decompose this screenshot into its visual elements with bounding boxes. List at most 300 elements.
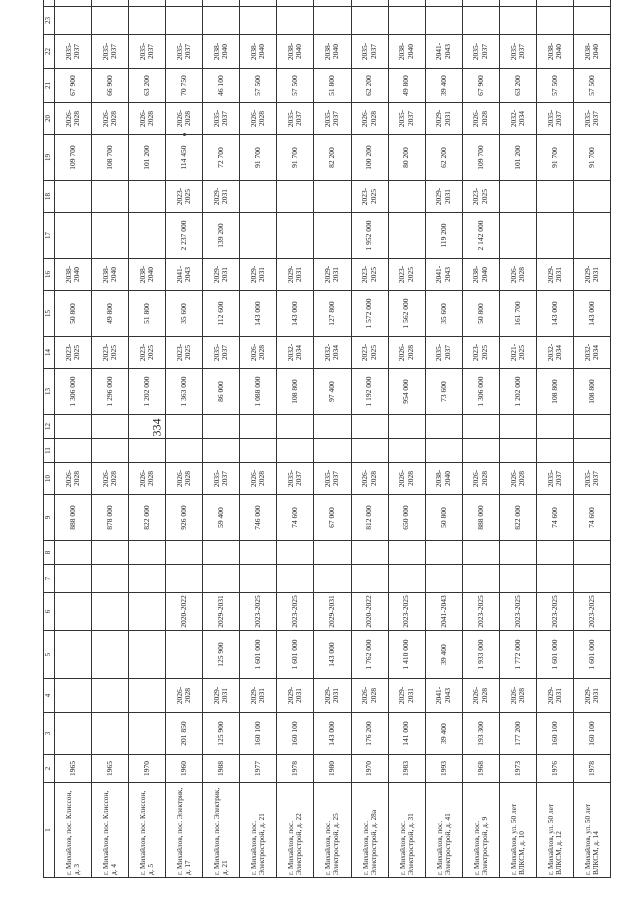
address-cell: г. Михайлов, ул. 50 лет ВЛКСМ, д. 10	[499, 783, 536, 878]
table-row	[314, 0, 351, 878]
table-row	[277, 0, 314, 878]
table-cell: 143 000	[240, 291, 277, 337]
table-cell	[536, 541, 573, 565]
table-cell: 2029-2031	[203, 181, 240, 213]
table-cell	[166, 7, 203, 35]
table-cell: 2026-2028	[92, 463, 129, 495]
table-cell: 2026-2028	[240, 103, 277, 135]
table-cell: 57 500	[536, 69, 573, 103]
table-cell: 2035-2037	[203, 103, 240, 135]
table-cell: 2023-2025	[351, 181, 388, 213]
table-cell: 108 800	[573, 369, 610, 415]
table-cell	[314, 565, 351, 593]
table-cell: 2041-2043	[425, 259, 462, 291]
table-row	[388, 0, 425, 878]
table-cell: 108 800	[536, 369, 573, 415]
table-cell: 57 500	[240, 69, 277, 103]
table-cell: 160 100	[573, 713, 610, 755]
table-cell	[166, 565, 203, 593]
table-cell	[92, 415, 129, 439]
table-cell: 650 000	[388, 495, 425, 541]
column-number: 17	[44, 213, 55, 259]
table-cell	[314, 213, 351, 259]
table-row	[573, 0, 610, 878]
table-cell: 2026-2028	[499, 679, 536, 713]
table-cell: 101 200	[499, 135, 536, 181]
column-number: 4	[44, 679, 55, 713]
table-row	[92, 0, 129, 878]
table-cell: 2038-2040	[55, 259, 92, 291]
table-cell	[573, 0, 610, 7]
table-cell: 2035-2037	[166, 35, 203, 69]
table-cell: 2023-2025	[129, 337, 166, 369]
address-cell: г. Михайлов, пос. Клиссон, д. 3	[55, 783, 92, 878]
column-number: 23	[44, 7, 55, 35]
table-cell	[277, 439, 314, 463]
table-cell	[166, 0, 203, 7]
table-cell: 62 200	[425, 135, 462, 181]
table-cell: 143 000	[314, 713, 351, 755]
table-cell: 39 400	[425, 631, 462, 679]
table-cell	[129, 593, 166, 631]
table-cell	[166, 541, 203, 565]
table-cell	[573, 213, 610, 259]
table-cell: 2038-2040	[573, 35, 610, 69]
table-row	[499, 0, 536, 878]
address-cell: г. Михайлов, пос. Клиссон, д. 4	[92, 783, 129, 878]
table-cell: 2038-2040	[92, 259, 129, 291]
table-row	[55, 0, 92, 878]
address-cell: г. Михайлов, пос. Электрострой, д. 31	[388, 783, 425, 878]
table-cell: 888 000	[55, 495, 92, 541]
table-cell	[536, 181, 573, 213]
table-cell	[203, 7, 240, 35]
table-cell	[351, 415, 388, 439]
table-cell: 2026-2028	[166, 679, 203, 713]
column-number: 20	[44, 103, 55, 135]
table-cell: 2029-2031	[203, 259, 240, 291]
table-cell	[55, 565, 92, 593]
column-number: 15	[44, 291, 55, 337]
table-cell: 80 200	[388, 135, 425, 181]
address-cell: г. Михайлов, пос. Электрострой, д. 9	[462, 783, 499, 878]
table-cell	[166, 415, 203, 439]
table-cell: 2035-2037	[277, 103, 314, 135]
table-cell: 63 200	[129, 69, 166, 103]
table-cell: 2029-2031	[240, 679, 277, 713]
rotated-table-wrapper	[43, 17, 611, 878]
table-cell: 2023-2025	[92, 337, 129, 369]
table-cell	[166, 439, 203, 463]
table-cell	[388, 181, 425, 213]
table-cell: 1 601 000	[536, 631, 573, 679]
column-number: 1	[44, 783, 55, 878]
table-cell: 2029-2031	[240, 259, 277, 291]
table-cell: 2041-2043	[425, 35, 462, 69]
table-row	[425, 0, 462, 878]
table-row	[351, 0, 388, 878]
table-cell	[425, 415, 462, 439]
table-cell: 2023-2025	[462, 181, 499, 213]
table-cell: 2029-2031	[314, 259, 351, 291]
table-cell	[425, 439, 462, 463]
table-cell: 2029-2031	[277, 679, 314, 713]
table-cell	[129, 213, 166, 259]
table-cell	[573, 7, 610, 35]
table-cell: 2038-2040	[536, 35, 573, 69]
table-cell: 2029-2031	[425, 181, 462, 213]
table-cell: 1973	[499, 755, 536, 783]
table-cell: 2023-2025	[351, 337, 388, 369]
table-cell: 2029-2031	[573, 259, 610, 291]
table-cell	[499, 541, 536, 565]
table-cell: 108 700	[92, 135, 129, 181]
table-cell: 160 100	[536, 713, 573, 755]
table-cell: 125 900	[203, 713, 240, 755]
table-cell: 46 100	[203, 69, 240, 103]
table-cell	[462, 565, 499, 593]
table-cell: 2026-2028	[129, 463, 166, 495]
table-cell	[129, 541, 166, 565]
table-cell: 2038-2040	[240, 35, 277, 69]
table-cell: 2035-2037	[92, 35, 129, 69]
table-cell: 2026-2028	[462, 463, 499, 495]
table-cell	[92, 213, 129, 259]
table-cell	[351, 439, 388, 463]
table-cell: 1 306 000	[462, 369, 499, 415]
table-cell: 1965	[92, 755, 129, 783]
table-cell: 1977	[240, 755, 277, 783]
table-cell: 86 000	[203, 369, 240, 415]
table-cell	[129, 415, 166, 439]
table-cell	[573, 439, 610, 463]
table-cell: 1960	[166, 755, 203, 783]
table-cell: 1 601 000	[240, 631, 277, 679]
table-row	[462, 0, 499, 878]
table-cell	[55, 415, 92, 439]
table-cell: 1988	[203, 755, 240, 783]
table-cell: 39 400	[425, 69, 462, 103]
column-number: 5	[44, 631, 55, 679]
table-cell: 1978	[573, 755, 610, 783]
table-cell: 35 600	[166, 291, 203, 337]
table-cell: 2026-2028	[55, 103, 92, 135]
column-number: 16	[44, 259, 55, 291]
table-cell: 2 142 000	[462, 213, 499, 259]
table-cell	[388, 0, 425, 7]
table-cell	[92, 713, 129, 755]
table-cell: 1993	[425, 755, 462, 783]
table-cell	[425, 565, 462, 593]
table-cell: 74 600	[277, 495, 314, 541]
table-cell	[129, 181, 166, 213]
table-cell: 67 000	[314, 495, 351, 541]
table-cell	[351, 0, 388, 7]
table-cell: 50 800	[425, 495, 462, 541]
column-number: 7	[44, 565, 55, 593]
table-cell	[129, 631, 166, 679]
table-cell	[314, 439, 351, 463]
table-cell: 2029-2031	[203, 593, 240, 631]
table-cell	[92, 631, 129, 679]
table-cell	[425, 7, 462, 35]
table-cell: 2023-2025	[536, 593, 573, 631]
table-cell	[351, 565, 388, 593]
table-cell	[573, 541, 610, 565]
table-cell: 2035-2037	[351, 35, 388, 69]
table-cell: 2026-2028	[388, 337, 425, 369]
table-cell	[129, 439, 166, 463]
table-cell: 2029-2031	[425, 103, 462, 135]
table-cell	[92, 593, 129, 631]
table-cell	[277, 0, 314, 7]
table-cell	[462, 541, 499, 565]
table-cell: 2035-2037	[536, 103, 573, 135]
table-cell: 57 500	[573, 69, 610, 103]
table-cell: 70 750	[166, 69, 203, 103]
table-cell: 119 200	[425, 213, 462, 259]
table-cell	[240, 7, 277, 35]
table-cell: 193 300	[462, 713, 499, 755]
table-cell: 1965	[55, 755, 92, 783]
table-cell: 2035-2037	[462, 35, 499, 69]
table-cell: 2029-2031	[536, 259, 573, 291]
table-cell: 2035-2037	[388, 103, 425, 135]
table-cell	[240, 415, 277, 439]
table-cell: 91 700	[573, 135, 610, 181]
table-cell: 1 410 000	[388, 631, 425, 679]
table-cell: 2035-2037	[129, 35, 166, 69]
table-cell	[499, 439, 536, 463]
table-cell: 50 800	[462, 291, 499, 337]
table-cell	[129, 565, 166, 593]
table-cell	[462, 7, 499, 35]
table-cell	[536, 439, 573, 463]
table-cell: 82 200	[314, 135, 351, 181]
table-cell: 812 000	[351, 495, 388, 541]
table-cell: 2026-2028	[351, 679, 388, 713]
table-cell	[277, 213, 314, 259]
table-cell: 49 800	[388, 69, 425, 103]
table-cell	[55, 713, 92, 755]
table-cell: 51 800	[314, 69, 351, 103]
table-cell	[314, 415, 351, 439]
table-cell	[388, 439, 425, 463]
table-cell: 2029-2031	[314, 593, 351, 631]
table-cell	[425, 541, 462, 565]
table-cell: 2032-2034	[314, 337, 351, 369]
table-row	[129, 0, 166, 878]
table-cell	[499, 0, 536, 7]
table-cell: 1 202 000	[129, 369, 166, 415]
table-cell: 91 700	[240, 135, 277, 181]
table-cell: 2026-2028	[351, 103, 388, 135]
table-cell	[314, 0, 351, 7]
table-cell: 114 450	[166, 135, 203, 181]
table-cell: 2023-2025	[166, 337, 203, 369]
table-cell: 66 900	[92, 69, 129, 103]
table-cell: 50 800	[55, 291, 92, 337]
table-cell: 2041-2043	[166, 259, 203, 291]
table-cell	[203, 439, 240, 463]
table-cell: 125 900	[203, 631, 240, 679]
table-cell: 2038-2040	[388, 35, 425, 69]
table-cell: 888 000	[462, 495, 499, 541]
table-cell: 67 900	[55, 69, 92, 103]
table-cell: 1 572 000	[351, 291, 388, 337]
table-cell: 143 000	[573, 291, 610, 337]
table-cell	[55, 7, 92, 35]
table-cell: 1976	[536, 755, 573, 783]
table-cell: 35 600	[425, 291, 462, 337]
table-cell	[499, 565, 536, 593]
table-cell	[240, 213, 277, 259]
table-cell: 2029-2031	[277, 259, 314, 291]
table-cell: 2023-2025	[166, 181, 203, 213]
table-cell	[536, 565, 573, 593]
table-cell	[277, 541, 314, 565]
address-cell: г. Михайлов, пос. Электрик, д. 21	[203, 783, 240, 878]
table-cell	[573, 181, 610, 213]
table-cell	[462, 415, 499, 439]
table-cell: 2032-2034	[277, 337, 314, 369]
table-cell	[55, 593, 92, 631]
column-number: 3	[44, 713, 55, 755]
table-cell	[55, 439, 92, 463]
column-number: 6	[44, 593, 55, 631]
table-cell: 139 200	[203, 213, 240, 259]
table-cell: 2026-2028	[388, 463, 425, 495]
table-cell	[240, 541, 277, 565]
table-row	[240, 0, 277, 878]
table-cell	[240, 565, 277, 593]
table-row	[203, 0, 240, 878]
table-cell: 2035-2037	[314, 463, 351, 495]
table-cell	[92, 439, 129, 463]
table-cell: 143 000	[277, 291, 314, 337]
table-cell	[536, 0, 573, 7]
column-number: 22	[44, 35, 55, 69]
column-number: 11	[44, 439, 55, 463]
column-number	[44, 0, 55, 7]
table-cell	[203, 565, 240, 593]
table-cell: 160 100	[277, 713, 314, 755]
table-cell: 1970	[129, 755, 166, 783]
table-cell	[314, 541, 351, 565]
table-cell: 74 600	[573, 495, 610, 541]
table-cell: 161 700	[499, 291, 536, 337]
table-cell	[92, 565, 129, 593]
table-cell	[277, 565, 314, 593]
table-cell: 2029-2031	[536, 679, 573, 713]
table-cell: 39 400	[425, 713, 462, 755]
table-cell: 51 800	[129, 291, 166, 337]
column-number-row	[44, 0, 55, 878]
table-cell: 112 600	[203, 291, 240, 337]
table-cell: 1 202 000	[499, 369, 536, 415]
column-number: 10	[44, 463, 55, 495]
table-cell: 2038-2040	[277, 35, 314, 69]
table-cell: 2023-2025	[351, 259, 388, 291]
table-cell: 2026-2028	[499, 259, 536, 291]
table-cell	[129, 713, 166, 755]
table-cell	[499, 213, 536, 259]
table-cell: 2038-2040	[129, 259, 166, 291]
table-cell: 2032-2034	[573, 337, 610, 369]
column-number: 21	[44, 69, 55, 103]
address-cell: г. Михайлов, ул. 50 лет ВЛКСМ, д. 14	[573, 783, 610, 878]
table-cell	[55, 213, 92, 259]
table-cell: 2026-2028	[499, 463, 536, 495]
table-cell: 67 900	[462, 69, 499, 103]
table-cell	[388, 541, 425, 565]
table-cell: 1 306 000	[55, 369, 92, 415]
table-cell: 49 800	[92, 291, 129, 337]
table-cell: 74 600	[536, 495, 573, 541]
table-cell: 1 192 000	[351, 369, 388, 415]
table-cell: 160 100	[240, 713, 277, 755]
table-cell	[92, 679, 129, 713]
table-cell: 1 601 000	[573, 631, 610, 679]
address-cell: г. Михайлов, ул. 50 лет ВЛКСМ, д. 12	[536, 783, 573, 878]
table-cell: 143 000	[314, 631, 351, 679]
table-cell: 1 296 000	[92, 369, 129, 415]
table-cell	[462, 439, 499, 463]
table-cell: 2023-2025	[277, 593, 314, 631]
table-cell	[499, 181, 536, 213]
table-cell: 176 200	[351, 713, 388, 755]
table-cell: 2026-2028	[129, 103, 166, 135]
table-cell: 2032-2034	[499, 103, 536, 135]
table-cell: 926 000	[166, 495, 203, 541]
repair-schedule-table	[43, 0, 611, 878]
table-cell: 2038-2040	[314, 35, 351, 69]
table-cell: 57 500	[277, 69, 314, 103]
table-cell: 1 933 000	[462, 631, 499, 679]
table-cell	[462, 0, 499, 7]
column-number: 9	[44, 495, 55, 541]
table-cell: 2020-2022	[166, 593, 203, 631]
table-cell	[129, 679, 166, 713]
address-cell: г. Михайлов, пос. Электрик, д. 17	[166, 783, 203, 878]
table-cell	[92, 181, 129, 213]
table-cell: 2029-2031	[314, 679, 351, 713]
page-number: 334	[149, 418, 164, 437]
table-cell: 2029-2031	[388, 679, 425, 713]
table-cell: 2026-2028	[92, 103, 129, 135]
table-cell: 2026-2028	[462, 679, 499, 713]
column-number: 18	[44, 181, 55, 213]
table-cell	[203, 415, 240, 439]
table-cell	[55, 0, 92, 7]
table-cell: 1 088 000	[240, 369, 277, 415]
table-cell: 2021-2025	[499, 337, 536, 369]
table-cell	[351, 541, 388, 565]
table-cell	[203, 541, 240, 565]
address-cell: г. Михайлов, пос. Электрострой, д. 41	[425, 783, 462, 878]
table-cell: 2029-2031	[573, 679, 610, 713]
table-cell: 2038-2040	[203, 35, 240, 69]
table-cell: 73 600	[425, 369, 462, 415]
table-cell: 109 700	[462, 135, 499, 181]
table-cell	[388, 565, 425, 593]
table-cell	[536, 415, 573, 439]
table-cell	[277, 7, 314, 35]
table-cell: 2023-2025	[388, 259, 425, 291]
table-cell	[277, 181, 314, 213]
table-cell: 2023-2025	[573, 593, 610, 631]
table-cell: 1 952 000	[351, 213, 388, 259]
